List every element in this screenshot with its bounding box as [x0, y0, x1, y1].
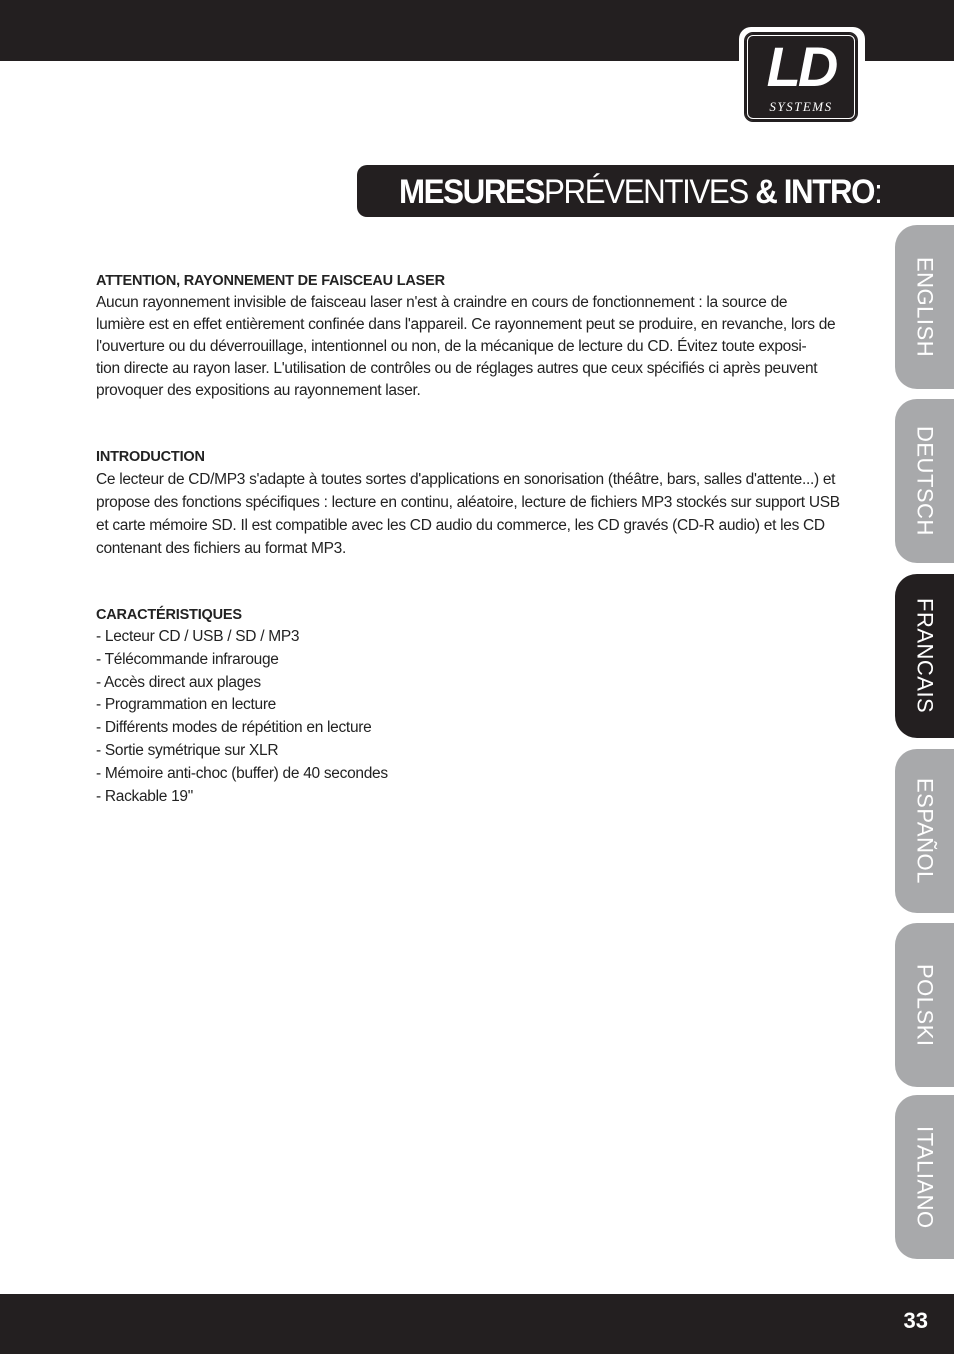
logo-badge	[744, 32, 858, 122]
logo-main-text: LD	[766, 35, 836, 98]
tab-label: DEUTSCH	[912, 426, 938, 536]
list-item: - Télécommande infrarouge	[96, 650, 279, 668]
text-line: Ce lecteur de CD/MP3 s'adapte à toutes sortes d'applications en sonorisation (théâtre, bars, salles d'attente...) et	[96, 471, 836, 488]
list-item: - Sortie symétrique sur XLR	[96, 741, 279, 759]
tab-polski[interactable]	[895, 923, 954, 1087]
text-line: provoquer des expositions au rayonnement laser.	[96, 382, 421, 399]
list-item: - Rackable 19"	[96, 787, 193, 805]
ld-systems-logo	[739, 27, 865, 127]
list-item: - Lecteur CD / USB / SD / MP3	[96, 628, 300, 645]
title-bold-part: MESURES	[399, 173, 545, 211]
title-light-part: PRÉVENTIVES	[544, 173, 748, 211]
language-tabs	[895, 0, 954, 1354]
title-bold-part-2: & INTRO	[747, 173, 875, 211]
tab-label: FRANCAIS	[912, 598, 938, 714]
laser-heading: ATTENTION, RAYONNEMENT DE FAISCEAU LASER	[96, 273, 445, 289]
tab-label: POLSKI	[912, 963, 938, 1047]
list-item: - Mémoire anti-choc (buffer) de 40 secondes	[96, 764, 388, 782]
introduction-section	[96, 446, 866, 560]
tab-label: ITALIANO	[912, 1125, 938, 1229]
logo-sub-text: SYSTEMS	[769, 99, 833, 114]
footer-bar	[0, 1294, 954, 1354]
title-suffix: :	[874, 173, 882, 211]
intro-heading: INTRODUCTION	[96, 449, 205, 465]
text-line: contenant des fichiers au format MP3.	[96, 540, 346, 557]
main-content	[96, 270, 866, 852]
features-list	[96, 626, 866, 808]
section-title-bar	[357, 165, 954, 217]
text-line: tion directe au rayon laser. L'utilisation de contrôles ou de réglages autres que ceux spécifiés ci après peuvent	[96, 360, 818, 377]
list-item: - Programmation en lecture	[96, 696, 277, 714]
tab-francais[interactable]	[895, 574, 954, 738]
list-item: - Différents modes de répétition en lecture	[96, 719, 372, 737]
features-heading: CARACTÉRISTIQUES	[96, 607, 242, 623]
text-line: Aucun rayonnement invisible de faisceau laser n'est à craindre en cours de fonctionnement : la source de	[96, 294, 788, 311]
tab-label: ESPAÑOL	[912, 778, 938, 884]
page-title	[399, 172, 881, 212]
intro-paragraph	[96, 468, 866, 560]
tab-deutsch[interactable]	[895, 399, 954, 563]
text-line: et carte mémoire SD. Il est compatible avec les CD audio du commerce, les CD gravés (CD-R audio) et les CD	[96, 517, 825, 534]
text-line: lumière est en effet entièrement confinée dans l'appareil. Ce rayonnement peut se produire, en revanche, lors de	[96, 316, 836, 333]
tab-italiano[interactable]	[895, 1095, 954, 1259]
tab-espanol[interactable]	[895, 749, 954, 913]
text-line: l'ouverture ou du déverrouillage, intentionnel ou non, de la mécanique de lecture du CD. Évitez toute exposi-	[96, 338, 807, 355]
tab-english[interactable]	[895, 225, 954, 389]
features-section	[96, 604, 866, 808]
text-line: propose des fonctions spécifiques : lecture en continu, aléatoire, lecture de fichiers MP3 stockés sur support USB	[96, 494, 840, 511]
page-number: 33	[903, 1308, 928, 1333]
tab-label: ENGLISH	[912, 256, 938, 358]
list-item: - Accès direct aux plages	[96, 673, 261, 691]
laser-paragraph	[96, 292, 866, 402]
laser-warning-section	[96, 270, 866, 402]
